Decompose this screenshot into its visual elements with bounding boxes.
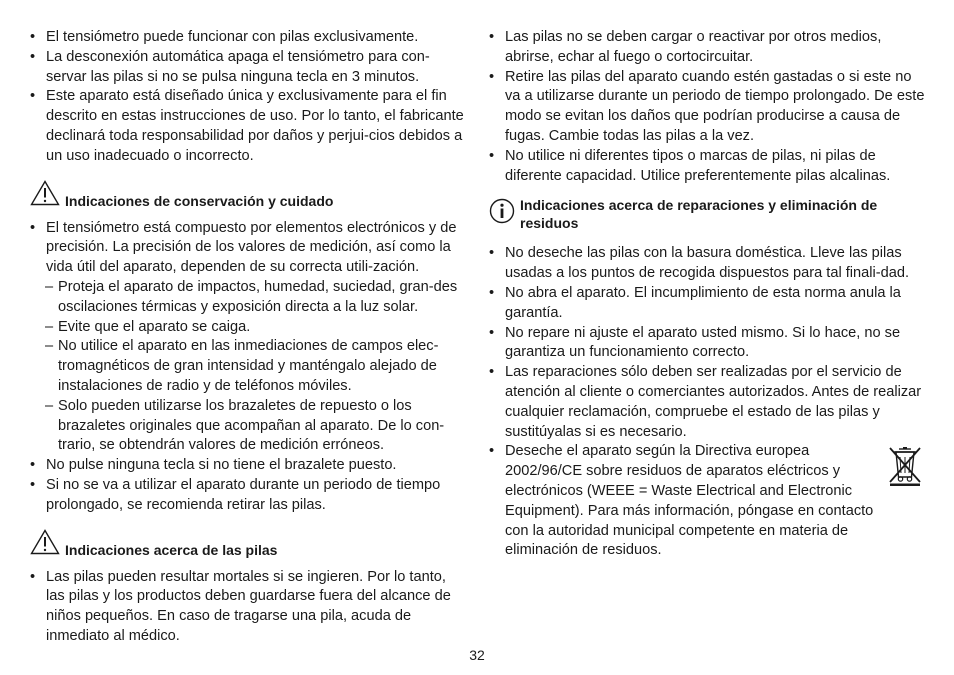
list-item: • No utilice ni diferentes tipos o marcas de pilas, ni pilas de diferente capacidad. Utilice preferentemente pilas alcalinas. [489,147,925,187]
list-item: • No abra el aparato. El incumplimiento de esta norma anula la garantía. [489,284,925,324]
section-heading-text: Indicaciones de conservación y cuidado [65,192,334,209]
section-heading-batteries [30,529,464,559]
section-heading-text: Indicaciones acerca de reparaciones y eliminación de residuos [520,197,878,232]
list-item: • Las pilas pueden resultar mortales si se ingieren. Por lo tanto, las pilas y los productos deben guardarse fuera del alcance de niños pequeños. En caso de tragarse una pila, acuda de inmediato al médico. [30,568,464,647]
list-item: • El tensiómetro está compuesto por elementos electrónicos y de precisión. La precisión de los valores de medición, así como la vida útil del aparato, dependen de su correcta utili-zación. [30,219,464,278]
sub-list-item: – Proteja el aparato de impactos, humedad, suciedad, gran-des oscilaciones térmicas y exposición directa a la luz solar. [30,278,464,318]
info-icon [489,198,515,228]
list-item: • La desconexión automática apaga el tensiómetro para con-servar las pilas si no se pulsa ninguna tecla en 3 minutos. [30,48,464,88]
warning-triangle-icon [30,180,60,210]
list-item: • No deseche las pilas con la basura doméstica. Lleve las pilas usadas a los puntos de recogida dispuestos para tal finali-dad. [489,244,925,284]
list-item: • Las pilas no se deben cargar o reactivar por otros medios, abrirse, echar al fuego o cortocircuitar. [489,28,925,68]
list-item: • No pulse ninguna tecla si no tiene el brazalete puesto. [30,456,464,476]
list-item: • El tensiómetro puede funcionar con pilas exclusivamente. [30,28,464,48]
warning-triangle-icon [30,529,60,559]
list-item: • Este aparato está diseñado única y exclusivamente para el fin descrito en estas instrucciones de uso. Por lo tanto, el fabricante declinará toda responsabilidad por daños y perjui-cios debidos a un uso inadecuado o incorrecto. [30,87,464,166]
list-item: • Si no se va a utilizar el aparato durante un periodo de tiempo prolongado, se recomienda retirar las pilas. [30,476,464,516]
sub-list-item: – No utilice el aparato en las inmediaciones de campos elec-tromagnéticos de gran intensidad y manténgalo alejado de instalaciones de radio y de teléfonos móviles. [30,337,464,396]
list-item: • No repare ni ajuste el aparato usted mismo. Si lo hace, no se garantiza un funcionamiento correcto. [489,324,925,364]
weee-item [489,442,925,561]
list-item: • Las reparaciones sólo deben ser realizadas por el servicio de atención al cliente o comerciantes autorizados. Antes de realizar cualquier reclamación, compruebe el estado de las pilas y sustitúyalas si es necesario. [489,363,925,442]
section-heading-repairs [489,196,925,232]
sub-list-item: – Evite que el aparato se caiga. [30,318,464,338]
left-column [30,28,464,647]
page-number: 32 [469,647,485,663]
sub-list-item: – Solo pueden utilizarse los brazaletes de repuesto o los brazaletes originales que acompañan al aparato. De lo con-trario, se obtendrán valores de medición erróneos. [30,397,464,456]
list-item: • Retire las pilas del aparato cuando estén gastadas o si este no va a utilizarse durante un periodo de tiempo prolongado. De este modo se evitan los daños que podrían producirse a causa de fugas. Cambie todas las pilas a la vez. [489,68,925,147]
section-heading-text: Indicaciones acerca de las pilas [65,541,278,558]
crossed-out-wheelie-bin-icon [887,444,923,486]
section-heading-conservation [30,180,464,210]
list-item: • Deseche el aparato según la Directiva europea 2002/96/CE sobre residuos de aparatos eléctricos y electrónicos (WEEE = Waste Electrical and Electronic Equipment). Para más información, póngase en contacto con la autoridad municipal competente en materia de eliminación de residuos. [489,442,881,561]
right-column [489,28,925,561]
